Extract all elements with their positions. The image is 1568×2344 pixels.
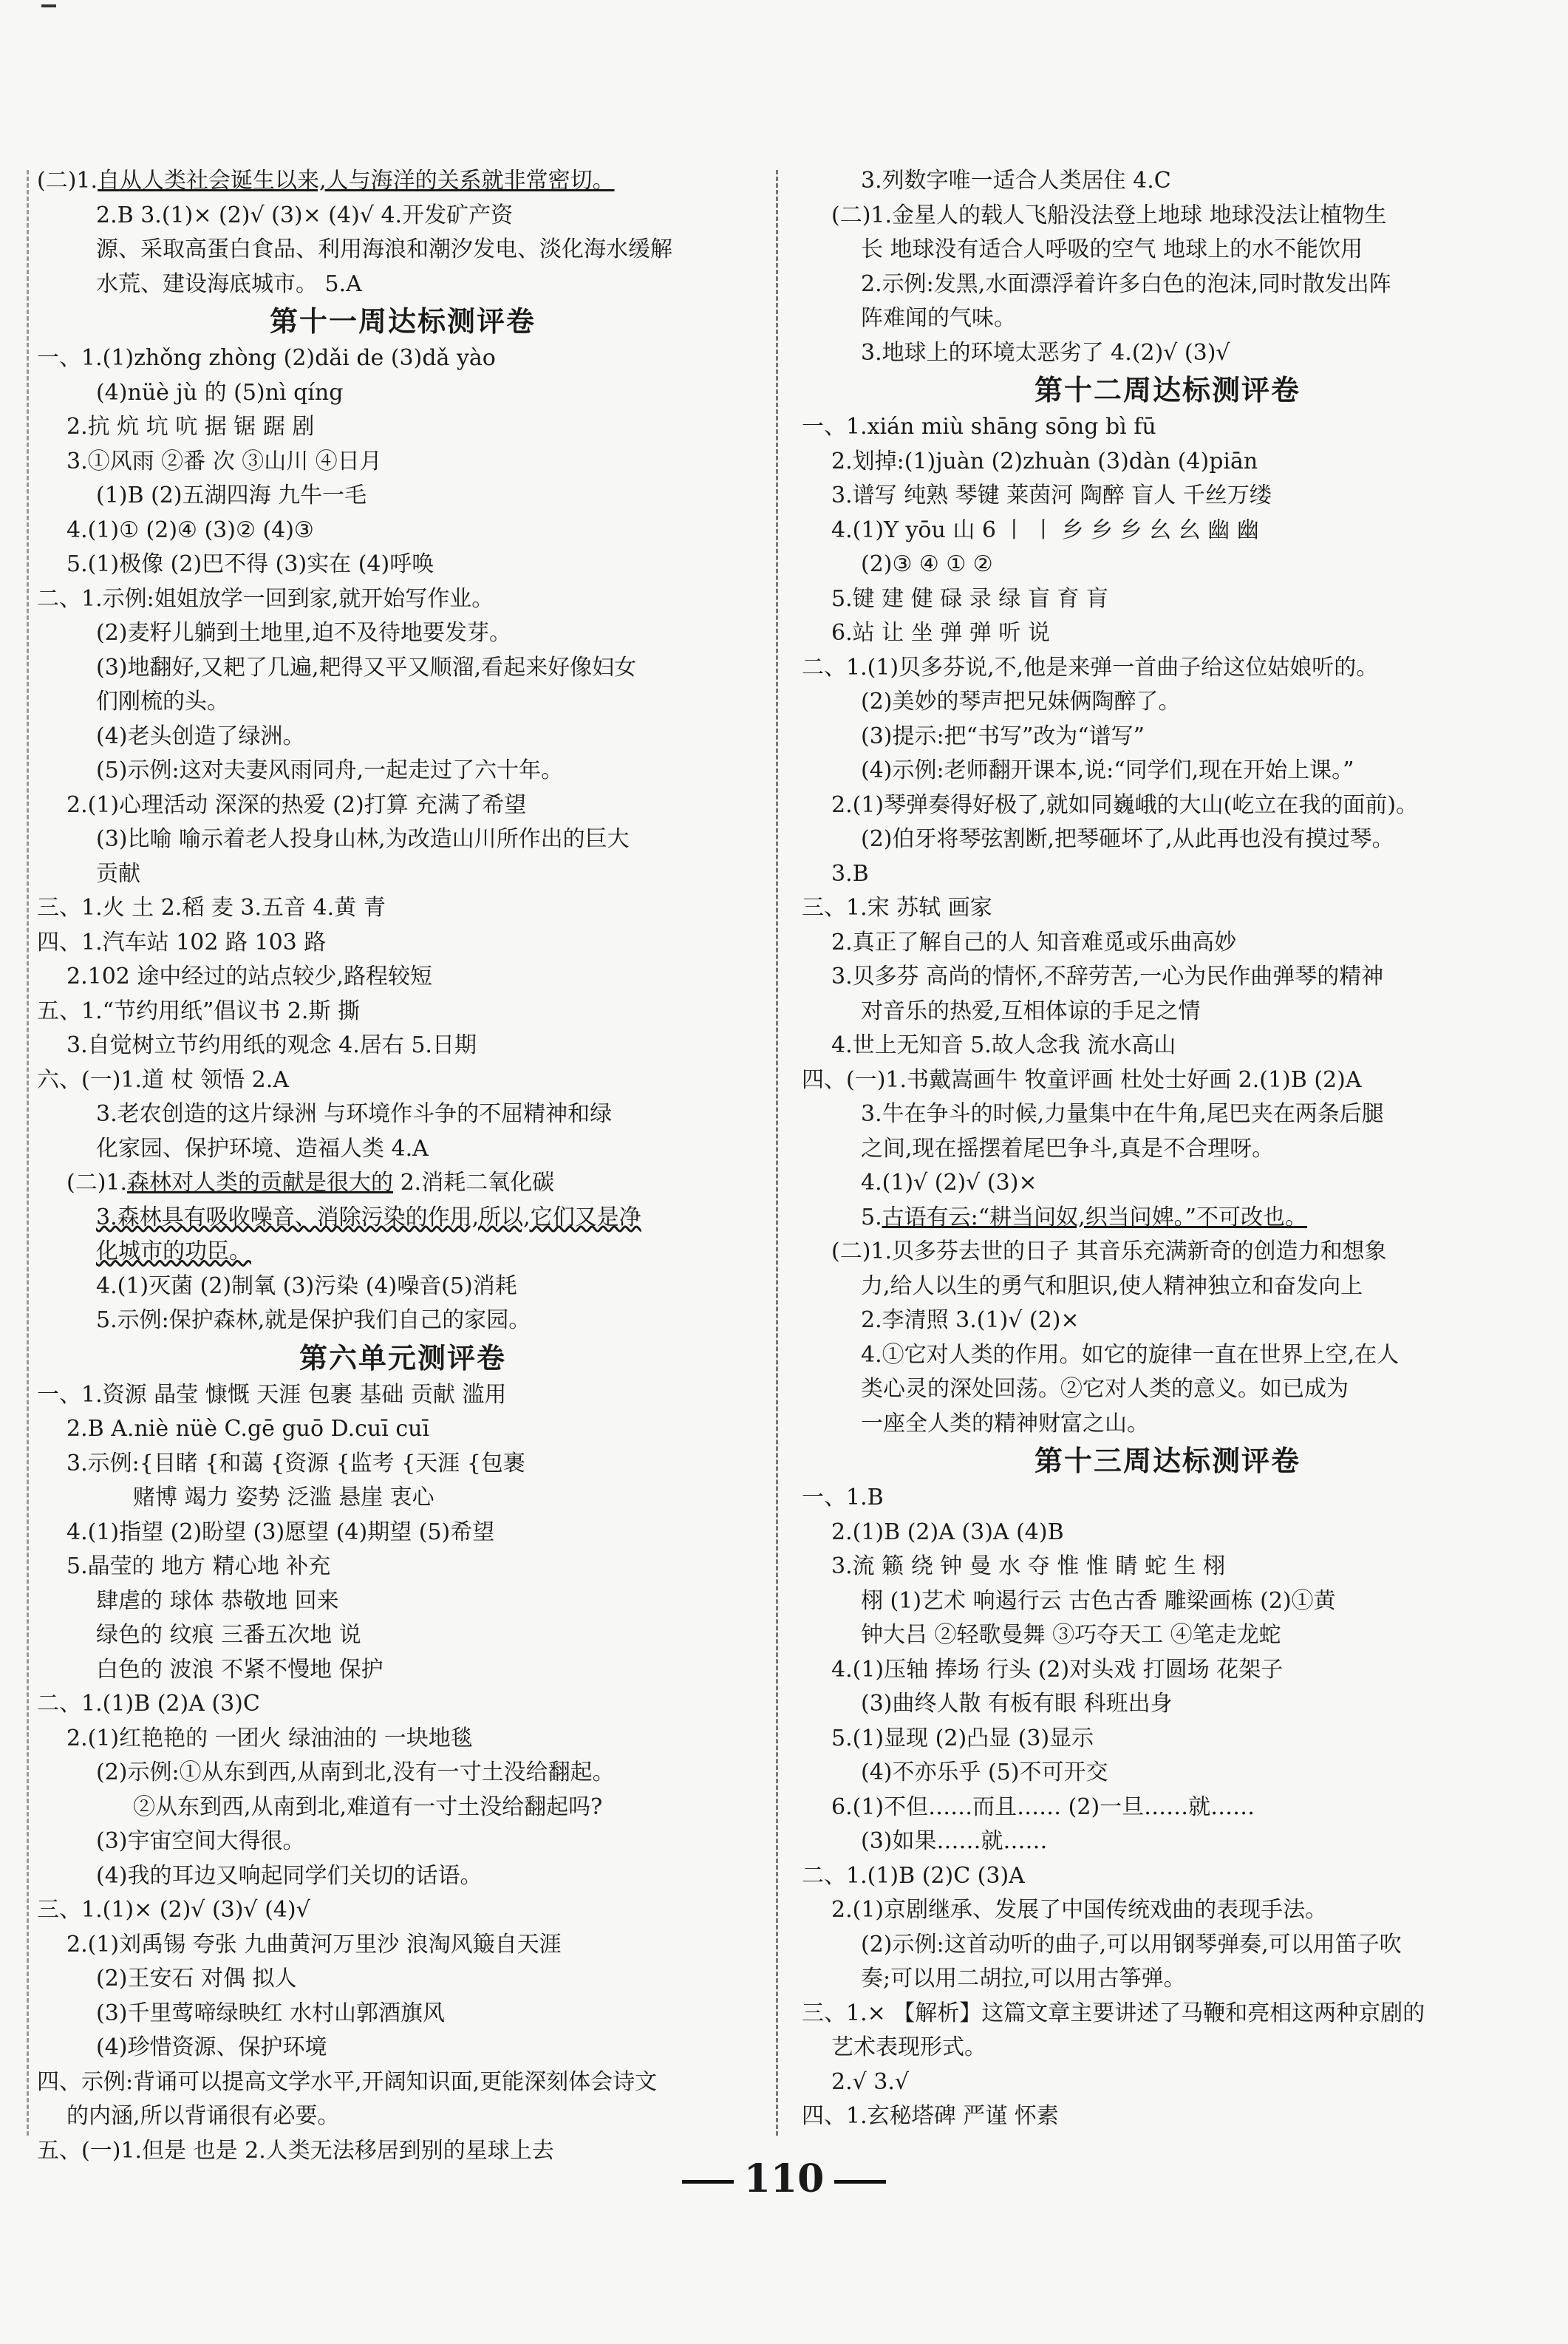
line-text: 一、1.资源 晶莹 慷慨 天涯 包裹 基础 贡献 滥用 <box>37 1381 507 1408</box>
line-text: 二、1.示例:姐姐放学一回到家,就开始写作业。 <box>37 585 494 612</box>
answer-line <box>802 1516 1533 1550</box>
answer-line <box>802 1550 1533 1584</box>
answer-line <box>37 891 768 926</box>
wavy-underlined-text: 化城市的功臣。 <box>96 1239 251 1264</box>
line-text: (3)地翻好,又耙了几遍,耙得又平又顺溜,看起来好像妇女 <box>96 654 637 681</box>
answer-line <box>37 1029 768 1063</box>
line-text: 阵难闻的气味。 <box>861 305 1016 331</box>
answer-line <box>802 1063 1533 1098</box>
line-text: 5.(1)显现 (2)凸显 (3)显示 <box>831 1725 1094 1751</box>
answer-line <box>802 1097 1533 1132</box>
line-text: 5.键 建 健 碌 录 绿 盲 育 肓 <box>831 585 1108 612</box>
line-text: ②从东到西,从南到北,难道有一寸土没给翻起吗? <box>133 1793 603 1820</box>
line-text: (2)示例:①从东到西,从南到北,没有一寸土没给翻起。 <box>96 1759 615 1785</box>
answer-line <box>802 2099 1533 2134</box>
answer-line <box>37 1722 768 1757</box>
answer-line <box>802 1859 1533 1894</box>
answer-line <box>37 1201 768 1236</box>
answer-line <box>37 1825 768 1859</box>
answer-line <box>802 960 1533 995</box>
answer-line <box>802 754 1533 788</box>
line-text: 3.B <box>831 860 869 887</box>
answer-line <box>802 1407 1533 1442</box>
answer-line <box>802 1201 1533 1236</box>
line-text: 2.(1)B (2)A (3)A (4)B <box>831 1519 1064 1545</box>
line-text: 3.牛在争斗的时候,力量集中在牛角,尾巴夹在两条后腿 <box>861 1101 1384 1127</box>
line-text: (3)比喻 喻示着老人投身山林,为改造山川所作出的巨大 <box>96 826 630 852</box>
line-text: 4.(1)指望 (2)盼望 (3)愿望 (4)期望 (5)希望 <box>67 1519 495 1545</box>
line-text: (2)伯牙将琴弦割断,把琴砸坏了,从此再也没有摸过琴。 <box>861 826 1394 852</box>
answer-line <box>37 199 768 234</box>
line-text: 6.站 让 坐 弹 弹 听 说 <box>831 620 1050 646</box>
answer-line <box>802 445 1533 480</box>
line-text: 2.B 3.(1)× (2)√ (3)× (4)√ 4.开发矿产资 <box>96 202 514 228</box>
underlined-text: 森林对人类的贡献是很大的 <box>127 1170 394 1196</box>
line-text: 源、采取高蛋白食品、利用海浪和潮汐发电、淡化海水缓解 <box>96 236 672 262</box>
line-text: 2.李清照 3.(1)√ (2)× <box>861 1307 1080 1333</box>
line-text: 3.列数字唯一适合人类居住 4.C <box>861 168 1171 194</box>
answer-line <box>802 301 1533 336</box>
answer-line <box>37 1378 768 1413</box>
line-text: 贡献 <box>96 860 140 887</box>
answer-line <box>802 1338 1533 1373</box>
line-text: (4)我的耳边又响起同学们关切的话语。 <box>96 1862 483 1889</box>
line-text: 栩 (1)艺术 响遏行云 古色古香 雕梁画栋 (2)①黄 <box>861 1587 1336 1614</box>
line-text: 6.(1)不但……而且…… (2)一旦……就…… <box>831 1793 1255 1820</box>
answer-line <box>37 1447 768 1482</box>
line-text: 3.地球上的环境太恶劣了 4.(2)√ (3)√ <box>861 339 1230 366</box>
line-text: 二、1.(1)B (2)C (3)A <box>802 1862 1025 1889</box>
answer-line <box>802 1618 1533 1653</box>
line-text: 2.102 途中经过的站点较少,路程较短 <box>67 964 432 989</box>
answer-line <box>802 1304 1533 1338</box>
line-text: 绿色的 纹痕 三番五次地 说 <box>96 1622 361 1648</box>
wavy-underlined-text: 3.森林具有吸收噪音、消除污染的作用,所以,它们又是净 <box>96 1204 641 1230</box>
line-text: 赌博 竭力 姿势 泛滥 悬崖 衷心 <box>133 1485 434 1510</box>
answer-line <box>37 479 768 514</box>
line-text: 2.(1)刘禹锡 夸张 九曲黄河万里沙 浪淘风簸自天涯 <box>67 1931 562 1958</box>
scan-mark <box>41 4 56 7</box>
answer-line <box>37 1791 768 1825</box>
line-text: 对音乐的热爱,互相体谅的手足之情 <box>861 998 1201 1024</box>
section-heading: 第十三周达标测评卷 <box>1034 1445 1301 1477</box>
answer-line <box>37 1063 768 1098</box>
line-text: (3)宇宙空间大得很。 <box>96 1828 305 1854</box>
right-column <box>802 164 1533 2134</box>
answer-line <box>37 410 768 445</box>
answer-line <box>802 1756 1533 1791</box>
answer-line <box>37 1997 768 2031</box>
line-text: 4.(1)① (2)④ (3)② (4)③ <box>67 517 314 543</box>
answer-line <box>802 1270 1533 1304</box>
line-text: 四、(一)1.书戴嵩画牛 牧童评画 杜处士好画 2.(1)B (2)A <box>802 1066 1362 1093</box>
answer-line <box>37 995 768 1029</box>
answer-line <box>37 1653 768 1688</box>
section-heading: 第十一周达标测评卷 <box>269 305 536 338</box>
line-text: 2.(1)京剧继承、发展了中国传统戏曲的表现手法。 <box>831 1897 1328 1923</box>
line-text: 3.自觉树立节约用纸的观念 4.居右 5.日期 <box>67 1032 477 1058</box>
answer-line <box>802 891 1533 926</box>
line-text: 艺术表现形式。 <box>831 2034 986 2060</box>
answer-line <box>802 1825 1533 1859</box>
answer-line <box>37 1516 768 1550</box>
answer-line <box>802 1584 1533 1619</box>
answer-line <box>802 1029 1533 1063</box>
line-text: 4.(1)灭菌 (2)制氧 (3)污染 (4)噪音(5)消耗 <box>96 1272 517 1299</box>
line-text: 3.老农创造的这片绿洲 与环境作斗争的不屈精神和绿 <box>96 1101 613 1127</box>
answer-line <box>37 376 768 411</box>
answer-line <box>37 1412 768 1447</box>
line-text: 2.真正了解自己的人 知音难觅或乐曲高妙 <box>831 929 1237 955</box>
answer-line <box>37 164 768 199</box>
line-text: 三、1.× 【解析】这篇文章主要讲述了马鞭和亮相这两种京剧的 <box>802 2000 1425 2026</box>
answer-line <box>37 233 768 268</box>
line-text: 一、1.(1)zhǒng zhòng (2)dǎi de (3)dǎ yào <box>37 345 496 371</box>
answer-line <box>802 1962 1533 1997</box>
line-text: 4.(1)压轴 捧场 行头 (2)对头戏 打圆场 花架子 <box>831 1656 1284 1683</box>
line-text: 2.√ 3.√ <box>831 2068 910 2095</box>
answer-line <box>37 548 768 582</box>
line-text: (4)老头创造了绿洲。 <box>96 723 305 749</box>
answer-line <box>802 926 1533 961</box>
answer-line <box>802 1372 1533 1407</box>
line-text: (3)如果……就…… <box>861 1828 1048 1854</box>
line-text: 2.(1)琴弹奏得好极了,就如同巍峨的大山(屹立在我的面前)。 <box>831 791 1419 818</box>
line-text: 5.晶莹的 地方 精心地 补充 <box>67 1553 331 1579</box>
line-text: 2.消耗二氧化碳 <box>393 1170 555 1196</box>
answer-line <box>802 268 1533 302</box>
answer-line <box>802 2065 1533 2100</box>
answer-line <box>37 268 768 302</box>
answer-line <box>37 1893 768 1928</box>
answer-line <box>37 822 768 857</box>
answer-line <box>802 336 1533 371</box>
answer-line <box>802 1687 1533 1722</box>
line-text: 类心灵的深处回荡。②它对人类的意义。如已成为 <box>861 1376 1349 1402</box>
line-text: 4.世上无知音 5.故人念我 流水高山 <box>831 1032 1176 1058</box>
answer-line <box>802 199 1533 234</box>
answer-line <box>802 616 1533 651</box>
line-text: (4)珍惜资源、保护环境 <box>96 2034 327 2060</box>
line-text: 白色的 波浪 不紧不慢地 保护 <box>96 1656 384 1683</box>
answer-line <box>802 2031 1533 2065</box>
line-text: (二)1. <box>37 168 98 194</box>
line-text: 4.(1)√ (2)√ (3)× <box>861 1170 1037 1196</box>
left-column <box>37 164 768 2168</box>
answer-line <box>37 720 768 754</box>
answer-line <box>37 1270 768 1304</box>
answer-line <box>37 651 768 686</box>
answer-line <box>802 479 1533 514</box>
line-text: 的内涵,所以背诵很有必要。 <box>67 2103 340 2129</box>
line-text: 2.抗 炕 坑 吭 据 锯 踞 剧 <box>67 414 315 440</box>
line-text: 六、(一)1.道 杖 领悟 2.A <box>37 1066 289 1093</box>
line-text: 5.(1)极像 (2)巴不得 (3)实在 (4)呼唤 <box>67 551 434 577</box>
line-text: (二)1. <box>67 1170 128 1196</box>
answer-line <box>37 1235 768 1270</box>
answer-line <box>802 164 1533 199</box>
line-text: 3.示例:{目睹 {和蔼 {资源 {监考 {天涯 {包裹 <box>67 1450 525 1476</box>
line-text: (2)麦籽儿躺到土地里,迫不及待地要发芽。 <box>96 620 512 646</box>
line-text: 二、1.(1)B (2)A (3)C <box>37 1691 260 1717</box>
answer-line <box>37 1756 768 1791</box>
answer-line <box>802 582 1533 617</box>
answer-line <box>37 2031 768 2065</box>
page-number-dash-left <box>682 2180 734 2184</box>
line-text: (4)不亦乐乎 (5)不可开交 <box>861 1759 1108 1785</box>
answer-line <box>802 1928 1533 1963</box>
line-text: (5)示例:这对夫妻风雨同舟,一起走过了六十年。 <box>96 757 564 783</box>
line-text: 2.(1)心理活动 深深的热爱 (2)打算 充满了希望 <box>67 791 527 818</box>
line-text: 一、1.xián miù shāng sōng bì fū <box>802 414 1156 440</box>
line-text: 3.谱写 纯熟 琴键 莱茵河 陶醉 盲人 千丝万缕 <box>831 483 1272 508</box>
line-text: 长 地球没有适合人呼吸的空气 地球上的水不能饮用 <box>861 236 1363 262</box>
answer-line <box>802 1653 1533 1688</box>
line-text: (1)B (2)五湖四海 九牛一毛 <box>96 483 367 508</box>
line-text: 3.流 籁 绕 钟 曼 水 夺 惟 惟 睛 蛇 生 栩 <box>831 1553 1226 1579</box>
answer-line <box>802 685 1533 720</box>
line-text: 2.划掉:(1)juàn (2)zhuàn (3)dàn (4)piān <box>831 448 1258 474</box>
answer-line <box>802 410 1533 445</box>
line-text: 四、1.汽车站 102 路 103 路 <box>37 929 327 955</box>
line-text: 2.示例:发黑,水面漂浮着许多白色的泡沫,同时散发出阵 <box>861 270 1391 297</box>
line-text: 一、1.B <box>802 1485 884 1510</box>
answer-line <box>802 1166 1533 1201</box>
line-text: 4.①它对人类的作用。如它的旋律一直在世界上空,在人 <box>861 1341 1400 1368</box>
line-text: 力,给人以生的勇气和胆识,使人精神独立和奋发向上 <box>861 1272 1363 1299</box>
answer-line <box>37 341 768 376</box>
section-heading: 第六单元测评卷 <box>299 1341 506 1374</box>
answer-line <box>37 1928 768 1963</box>
line-text: 三、1.(1)× (2)√ (3)√ (4)√ <box>37 1897 310 1923</box>
answer-line <box>37 1132 768 1167</box>
answer-line <box>37 926 768 961</box>
line-text: 三、1.火 土 2.稻 麦 3.五音 4.黄 青 <box>37 895 386 921</box>
answer-line <box>802 1997 1533 2031</box>
line-text: 五、(一)1.但是 也是 2.人类无法移居到别的星球上去 <box>37 2137 554 2164</box>
answer-line <box>37 1618 768 1653</box>
line-text: (二)1.贝多芬去世的日子 其音乐充满新奇的创造力和想象 <box>831 1239 1387 1264</box>
line-text: 肆虐的 球体 恭敬地 回来 <box>96 1587 339 1614</box>
line-text: 三、1.宋 苏轼 画家 <box>802 895 992 921</box>
answer-line <box>37 2099 768 2134</box>
left-margin-line <box>27 170 29 2136</box>
column-divider <box>776 170 778 2136</box>
answer-line <box>802 857 1533 892</box>
answer-line <box>802 1132 1533 1167</box>
line-text: 5. <box>861 1204 882 1230</box>
answer-line <box>37 960 768 995</box>
answer-line <box>802 720 1533 754</box>
answer-line <box>37 1304 768 1338</box>
line-text: 2.B A.niè nüè C.gē guō D.cuī cuī <box>67 1416 430 1442</box>
answer-line <box>802 995 1533 1029</box>
line-text: (4)nüè jù 的 (5)nì qíng <box>96 379 344 406</box>
line-text: 水荒、建设海底城市。 5.A <box>96 270 362 297</box>
answer-line <box>37 445 768 480</box>
line-text: 四、示例:背诵可以提高文学水平,开阔知识面,更能深刻体会诗文 <box>37 2068 658 2095</box>
answer-line <box>37 616 768 651</box>
answer-line <box>37 1166 768 1201</box>
line-text: (3)提示:把“书写”改为“谱写” <box>861 723 1145 749</box>
answer-line <box>37 685 768 720</box>
line-text: (4)示例:老师翻开课本,说:“同学们,现在开始上课。” <box>861 757 1354 783</box>
line-text: 四、1.玄秘塔碑 严谨 怀素 <box>802 2103 1059 2129</box>
line-text: 五、1.“节约用纸”倡议书 2.斯 撕 <box>37 998 360 1024</box>
answer-line <box>37 1584 768 1619</box>
answer-line <box>37 582 768 617</box>
answer-line <box>37 857 768 892</box>
answer-line <box>37 2065 768 2100</box>
answer-line <box>37 514 768 548</box>
answer-line <box>802 548 1533 582</box>
line-text: (2)美妙的琴声把兄妹俩陶醉了。 <box>861 689 1181 715</box>
line-text: (3)曲终人散 有板有眼 科班出身 <box>861 1691 1173 1717</box>
answer-line <box>37 1097 768 1132</box>
line-text: 3.①风雨 ②番 次 ③山川 ④日月 <box>67 448 382 474</box>
line-text: 二、1.(1)贝多芬说,不,他是来弹一首曲子给这位姑娘听的。 <box>802 654 1379 681</box>
answer-line <box>802 651 1533 686</box>
line-text: 2.(1)红艳艳的 一团火 绿油油的 一块地毯 <box>67 1725 473 1751</box>
answer-line <box>37 1687 768 1722</box>
answer-line <box>802 233 1533 268</box>
answer-line <box>802 822 1533 857</box>
page-number-dash-right <box>834 2180 886 2184</box>
answer-line <box>802 1481 1533 1516</box>
line-text: (2)③ ④ ① ② <box>861 551 993 577</box>
line-text: 奏;可以用二胡拉,可以用古筝弹。 <box>861 1966 1186 1992</box>
page-number-text: 110 <box>743 2156 825 2201</box>
section-heading: 第十二周达标测评卷 <box>1034 374 1301 406</box>
answer-line <box>802 1722 1533 1757</box>
answer-line <box>37 754 768 788</box>
answer-line <box>802 1235 1533 1270</box>
line-text: (二)1.金星人的载人飞船没法登上地球 地球没法让植物生 <box>831 202 1387 228</box>
line-text: (3)千里莺啼绿映红 水村山郭酒旗风 <box>96 2000 446 2026</box>
line-text: (2)示例:这首动听的曲子,可以用钢琴弹奏,可以用笛子吹 <box>861 1931 1402 1958</box>
answer-line <box>802 788 1533 823</box>
line-text: 们刚梳的头。 <box>96 689 229 715</box>
line-text: 4.(1)Y yōu 山 6 丨 丨 乡 乡 乡 幺 幺 幽 幽 <box>831 517 1259 543</box>
line-text: 5.示例:保护森林,就是保护我们自己的家园。 <box>96 1307 531 1333</box>
line-text: 化家园、保护环境、造福人类 4.A <box>96 1135 429 1162</box>
line-text: 3.贝多芬 高尚的情怀,不辞劳苦,一心为民作曲弹琴的精神 <box>831 964 1384 989</box>
answer-line <box>37 1550 768 1584</box>
answer-line <box>802 1791 1533 1825</box>
underlined-text: 自从人类社会诞生以来,人与海洋的关系就非常密切。 <box>98 168 615 194</box>
line-text: 一座全人类的精神财富之山。 <box>861 1410 1149 1437</box>
page-number <box>0 2156 1568 2201</box>
answer-line <box>37 1481 768 1516</box>
line-text: 钟大吕 ②轻歌曼舞 ③巧夺天工 ④笔走龙蛇 <box>861 1622 1281 1648</box>
underlined-text: 古语有云:“耕当问奴,织当问婢。”不可改也。 <box>882 1204 1307 1230</box>
answer-line <box>37 788 768 823</box>
answer-line <box>37 1859 768 1894</box>
line-text: (2)王安石 对偶 拟人 <box>96 1966 297 1992</box>
answer-line <box>37 1962 768 1997</box>
answer-line <box>802 1893 1533 1928</box>
line-text: 之间,现在摇摆着尾巴争斗,真是不合理呀。 <box>861 1135 1275 1162</box>
answer-line <box>802 514 1533 548</box>
